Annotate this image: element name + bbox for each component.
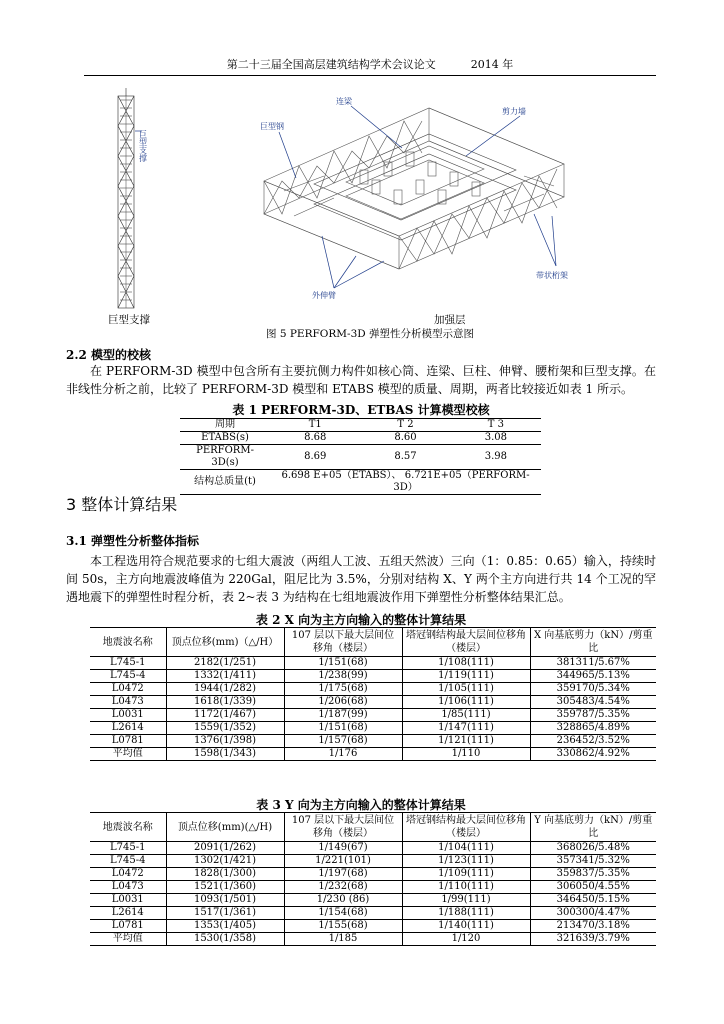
table-cell: 1/147(111) (402, 722, 530, 735)
figure-right-label: 加强层 (434, 314, 466, 326)
table-cell: 1944(1/282) (166, 683, 284, 696)
table-cell: 1/221(101) (284, 855, 402, 868)
table-header-row (90, 628, 656, 657)
table-cell: 1/175(68) (284, 683, 402, 696)
table-cell: ETABS(s) (180, 432, 270, 445)
table-row (90, 735, 656, 748)
table-cell: 1/119(111) (402, 670, 530, 683)
table-cell: 1/149(67) (284, 842, 402, 855)
callout-outrigger: 外伸臂 (312, 291, 336, 300)
table-cell: 357341/5.32% (530, 855, 656, 868)
table-row (180, 432, 541, 445)
callout-belt-truss: 带状桁架 (536, 271, 568, 280)
table-cell: 3.08 (451, 432, 541, 445)
table-cell: L0781 (90, 735, 166, 748)
table-header-row (90, 813, 656, 842)
table-cell: 1/187(99) (284, 709, 402, 722)
table-header-cell: Y 向基底剪力（kN）/剪重比 (530, 813, 656, 842)
table-cell: L0472 (90, 868, 166, 881)
table-row (90, 709, 656, 722)
table-cell: 1332(1/411) (166, 670, 284, 683)
table-cell: L2614 (90, 722, 166, 735)
table-cell: L745-1 (90, 657, 166, 670)
table-row (90, 696, 656, 709)
table-row (90, 722, 656, 735)
table-cell: PERFORM-3D(s) (180, 445, 270, 470)
table-cell: 1/104(111) (402, 842, 530, 855)
table-row-average (90, 748, 656, 761)
section-2-2-paragraph (66, 362, 656, 398)
table-row (180, 470, 541, 495)
table-cell: 1/120 (402, 933, 530, 946)
running-header: 第二十三届全国高层建筑结构学术会议论文 2014 年 (84, 56, 656, 76)
table-1 (180, 418, 541, 495)
table-cell: 1/206(68) (284, 696, 402, 709)
table-row (90, 657, 656, 670)
table-cell: 1/110(111) (402, 881, 530, 894)
table-cell: 1/106(111) (402, 696, 530, 709)
table-cell: 8.69 (270, 445, 360, 470)
table-cell: 6.698 E+05（ETABS）、 6.721E+05（PERFORM-3D） (270, 470, 541, 495)
table-cell: 1/110 (402, 748, 530, 761)
table-cell: 1/151(68) (284, 722, 402, 735)
table-cell: 368026/5.48% (530, 842, 656, 855)
table-cell: 1618(1/339) (166, 696, 284, 709)
table-cell: 359170/5.34% (530, 683, 656, 696)
table-cell: 1/238(99) (284, 670, 402, 683)
table-row (90, 868, 656, 881)
table-cell: 1376(1/398) (166, 735, 284, 748)
table-row (90, 670, 656, 683)
figure-5 (84, 86, 656, 348)
section-3-1-heading: 3.1 弹塑性分析整体指标 (66, 534, 200, 548)
table-row (90, 907, 656, 920)
table-cell: 359837/5.35% (530, 868, 656, 881)
table-cell: 305483/4.54% (530, 696, 656, 709)
mega-brace-tower-drawing (118, 88, 134, 308)
callout-coupling-beam: 连梁 (336, 97, 352, 106)
table-cell: 300300/4.47% (530, 907, 656, 920)
table-cell: 1598(1/343) (166, 748, 284, 761)
section-2-2-text: 在 PERFORM-3D 模型中包含所有主要抗侧力构件如核心筒、连梁、巨柱、伸臂、腰桁架和巨型支撑。在非线性分析之前，比较了 PERFORM-3D 模型和 ETABS 模型的质量、周期，两者比较接近如表 1 所示。 (66, 364, 656, 396)
table-cell: 1/99(111) (402, 894, 530, 907)
section-3-heading: 3 整体计算结果 (66, 495, 178, 514)
table-header-cell: T 3 (451, 419, 541, 432)
table-cell: 平均值 (90, 933, 166, 946)
table-cell: 1828(1/300) (166, 868, 284, 881)
table-cell: 1/185 (284, 933, 402, 946)
table-cell: L0031 (90, 709, 166, 722)
table-cell: 1/154(68) (284, 907, 402, 920)
table-header-cell: 107 层以下最大层间位移角（楼层） (284, 628, 402, 657)
mega-brace-annotation: 巨型支撑 (138, 130, 148, 162)
table-header-cell: T1 (270, 419, 360, 432)
table-cell: 306050/4.55% (530, 881, 656, 894)
table-header-cell: 地震波名称 (90, 628, 166, 657)
table-cell: 381311/5.67% (530, 657, 656, 670)
table-cell: 2091(1/262) (166, 842, 284, 855)
table-row-average (90, 933, 656, 946)
table-row (90, 855, 656, 868)
table-cell: 1302(1/421) (166, 855, 284, 868)
table-cell: 8.68 (270, 432, 360, 445)
table-cell: 1/157(68) (284, 735, 402, 748)
table-header-cell: 塔冠钢结构最大层间位移角（楼层） (402, 813, 530, 842)
table-header-cell: 顶点位移(mm)(△/H) (166, 813, 284, 842)
table-cell: L745-1 (90, 842, 166, 855)
table-cell: 1/140(111) (402, 920, 530, 933)
section-2-2-heading: 2.2 模型的校核 (66, 348, 152, 362)
table-cell: 1/188(111) (402, 907, 530, 920)
table-3-title: 表 3 Y 向为主方向输入的整体计算结果 (256, 798, 466, 812)
section-3-1-text: 本工程选用符合规范要求的七组大震波（两组人工波、五组天然波）三向（1：0.85：0.65）输入，持续时间 50s，主方向地震波峰值为 220Gal，阻尼比为 3.5%，分别对结构 X、Y 两个主方向进行共 14 个工况的罕遇地震下的弹塑性时程分析，表 2~表 3 为结构在七组地震波作用下弹塑性分析整体结果汇总。 (66, 554, 656, 604)
table-cell: 1/85(111) (402, 709, 530, 722)
table-cell: 1559(1/352) (166, 722, 284, 735)
table-header-row (180, 419, 541, 432)
table-cell: 1/108(111) (402, 657, 530, 670)
table-header-cell: 周期 (180, 419, 270, 432)
table-cell: L0031 (90, 894, 166, 907)
table-cell: 1517(1/361) (166, 907, 284, 920)
figure-left-label: 巨型支撑 (108, 314, 150, 326)
table-row (90, 881, 656, 894)
table-row (90, 842, 656, 855)
table-cell: 330862/4.92% (530, 748, 656, 761)
table-row (180, 445, 541, 470)
table-cell: 2182(1/251) (166, 657, 284, 670)
table-cell: 8.60 (360, 432, 450, 445)
table-cell: 213470/3.18% (530, 920, 656, 933)
table-cell: 1/105(111) (402, 683, 530, 696)
callout-shear-wall: 剪力墙 (502, 107, 526, 116)
table-row (90, 920, 656, 933)
table-cell: 1/151(68) (284, 657, 402, 670)
table-cell: 1/123(111) (402, 855, 530, 868)
table-cell: 3.98 (451, 445, 541, 470)
table-cell: 1/232(68) (284, 881, 402, 894)
table-cell: L2614 (90, 907, 166, 920)
table-2 (90, 627, 656, 761)
table-2-title: 表 2 X 向为主方向输入的整体计算结果 (255, 613, 467, 627)
table-cell: 1/176 (284, 748, 402, 761)
table-cell: 359787/5.35% (530, 709, 656, 722)
table-cell: L0781 (90, 920, 166, 933)
table-cell: 344965/5.13% (530, 670, 656, 683)
table-cell: 328865/4.89% (530, 722, 656, 735)
table-header-cell: X 向基底剪力（kN）/剪重比 (530, 628, 656, 657)
table-cell: 1/197(68) (284, 868, 402, 881)
table-1-title: 表 1 PERFORM-3D、ETBAS 计算模型校核 (232, 403, 490, 417)
table-cell: 1/121(111) (402, 735, 530, 748)
table-header-cell: 顶点位移(mm)（△/H） (166, 628, 284, 657)
table-cell: L745-4 (90, 670, 166, 683)
table-cell: L0473 (90, 881, 166, 894)
table-row (90, 683, 656, 696)
figure-5-drawing (84, 86, 656, 326)
table-cell: 1/155(68) (284, 920, 402, 933)
table-cell: 1353(1/405) (166, 920, 284, 933)
table-cell: 结构总质量(t) (180, 470, 270, 495)
table-cell: 1/230 (86) (284, 894, 402, 907)
table-cell: 346450/5.15% (530, 894, 656, 907)
table-cell: 平均值 (90, 748, 166, 761)
table-cell: 1530(1/358) (166, 933, 284, 946)
table-row (90, 894, 656, 907)
table-cell: 321639/3.79% (530, 933, 656, 946)
table-header-cell: 塔冠钢结构最大层间位移角（楼层） (402, 628, 530, 657)
table-cell: L745-4 (90, 855, 166, 868)
table-header-cell: 地震波名称 (90, 813, 166, 842)
table-cell: 1172(1/467) (166, 709, 284, 722)
table-cell: L0472 (90, 683, 166, 696)
figure-caption: 图 5 PERFORM-3D 弹塑性分析模型示意图 (265, 328, 475, 340)
callout-mega-steel: 巨型钢 (260, 122, 284, 131)
table-3 (90, 812, 656, 946)
table-cell: 1/109(111) (402, 868, 530, 881)
table-cell: L0473 (90, 696, 166, 709)
table-header-cell: T 2 (360, 419, 450, 432)
table-cell: 1521(1/360) (166, 881, 284, 894)
outrigger-floor-drawing (264, 108, 564, 269)
table-cell: 8.57 (360, 445, 450, 470)
section-3-1-paragraph (66, 552, 656, 606)
table-header-cell: 107 层以下最大层间位移角（楼层） (284, 813, 402, 842)
table-cell: 1093(1/501) (166, 894, 284, 907)
table-cell: 236452/3.52% (530, 735, 656, 748)
